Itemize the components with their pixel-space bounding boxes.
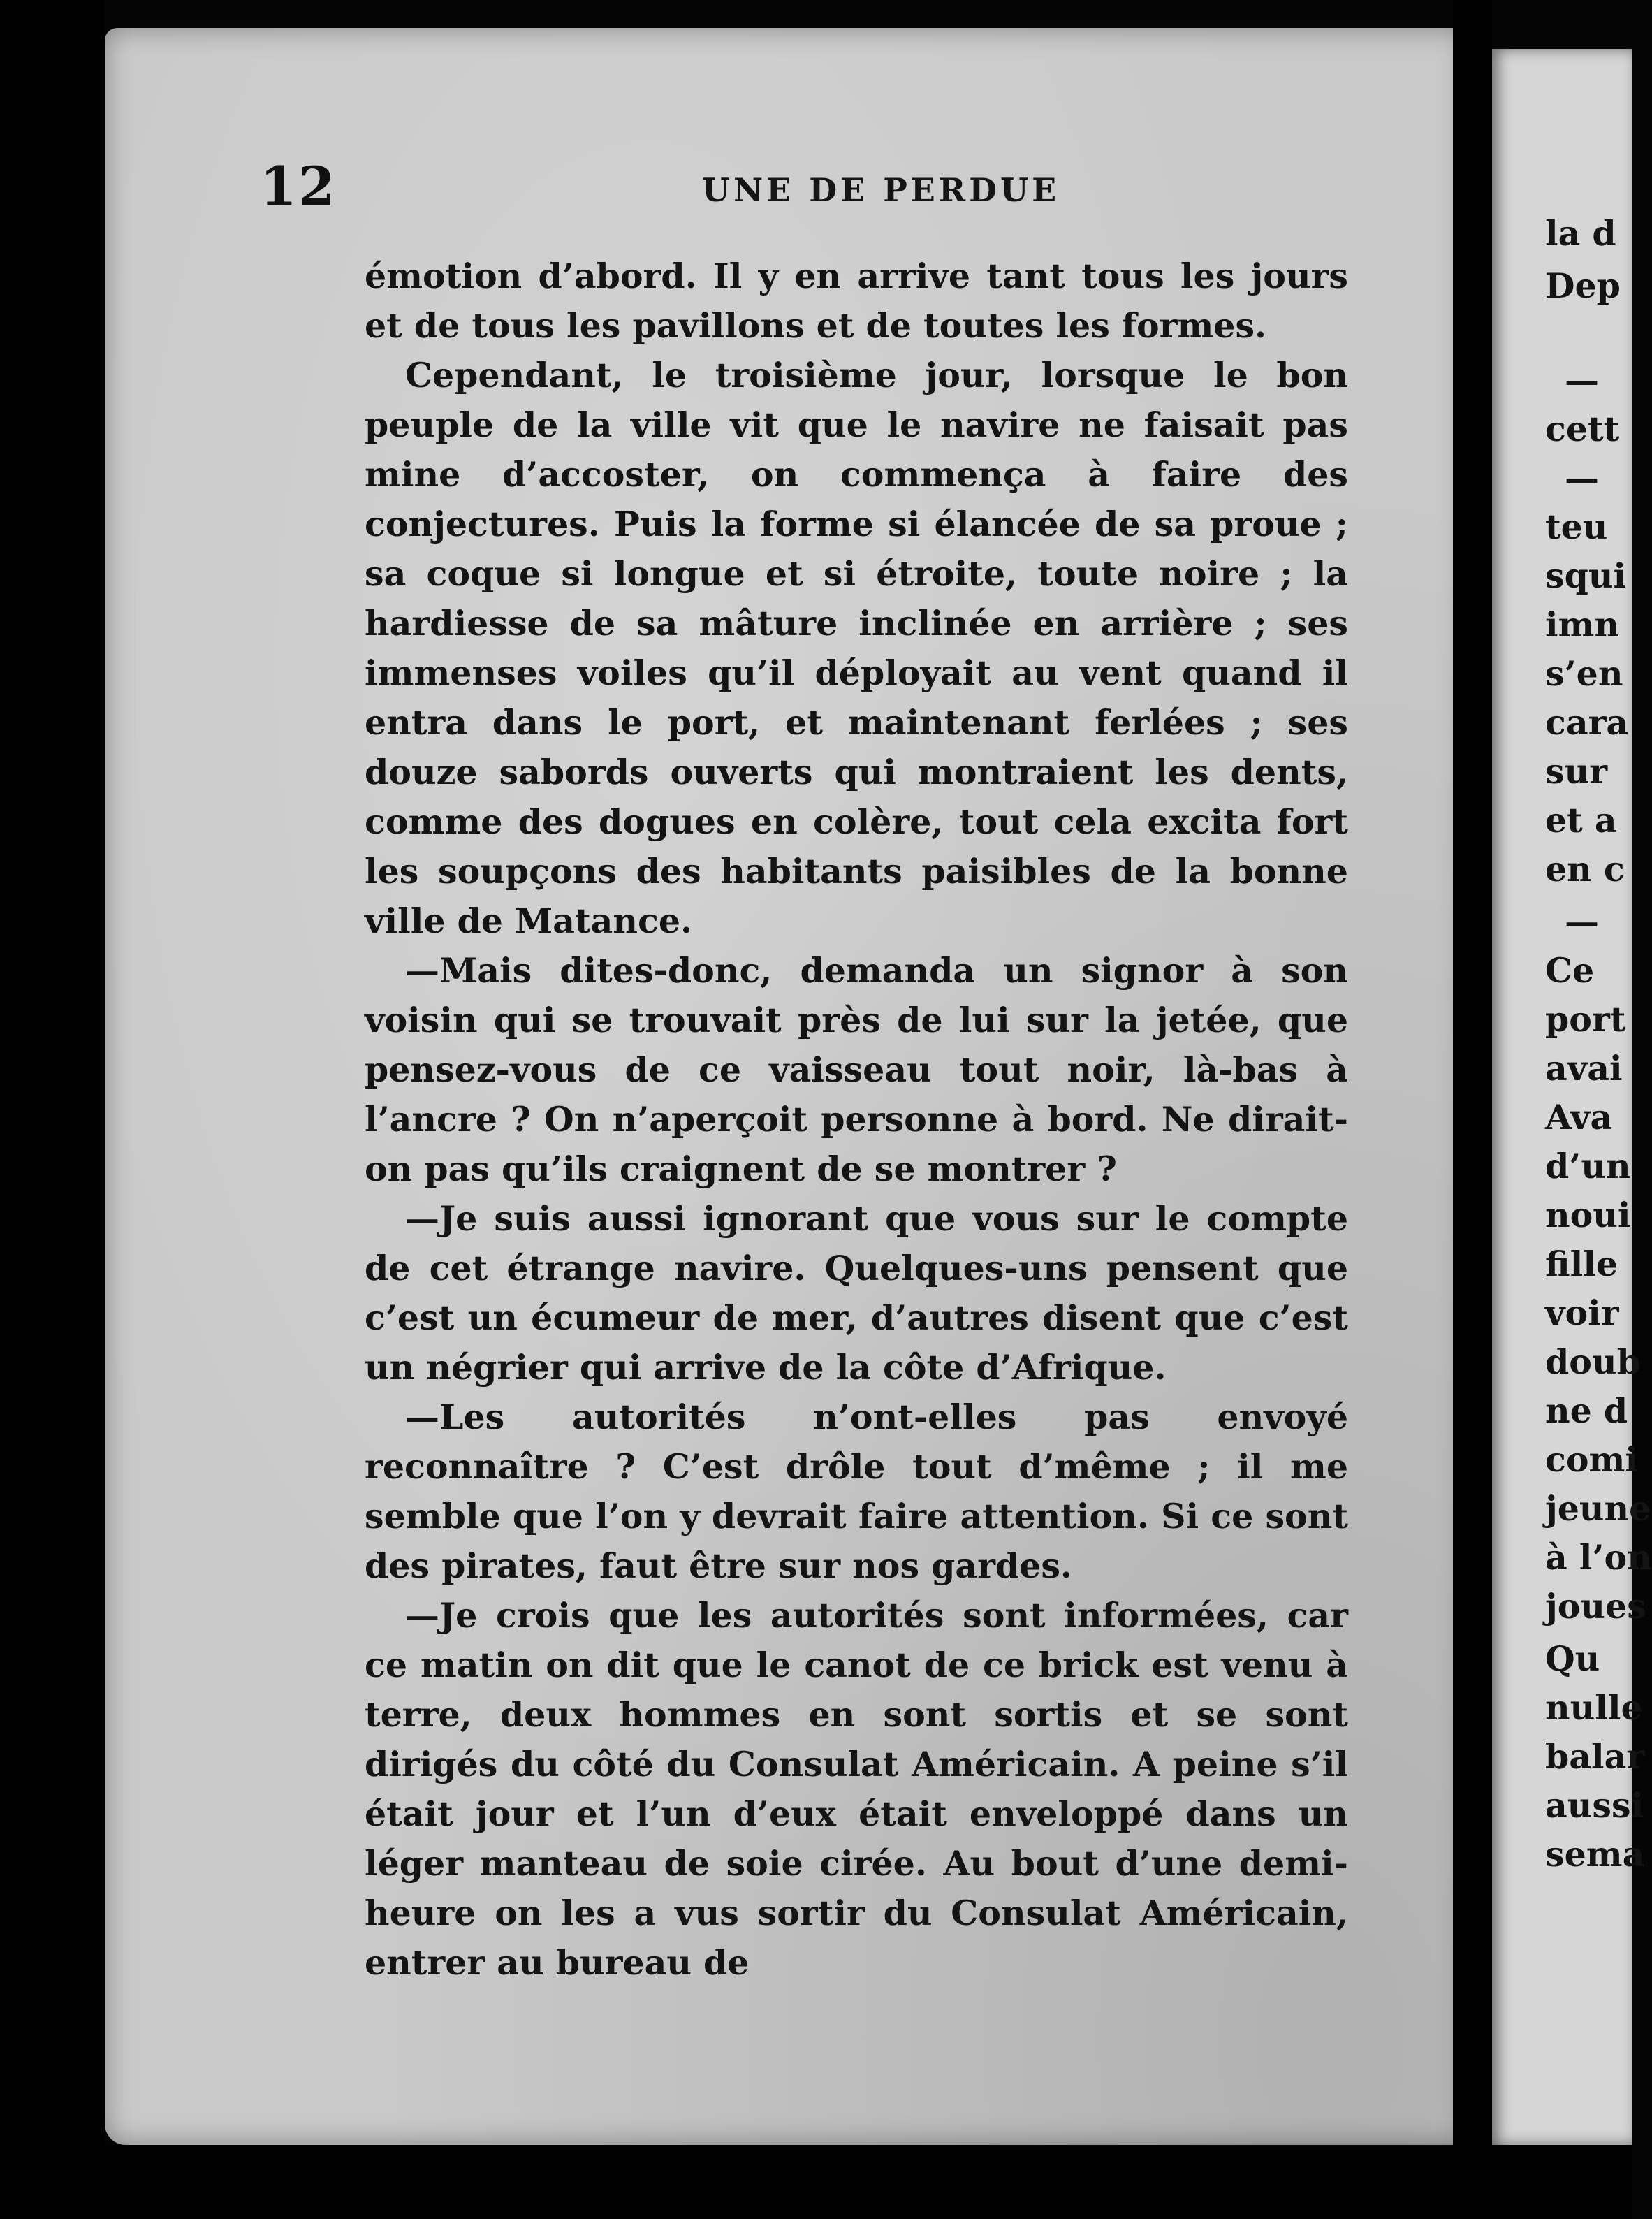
facing-line: squi: [1545, 555, 1627, 596]
facing-line: —: [1565, 360, 1599, 400]
paragraph-5: —Les autorités n’ont-elles pas envoyé reconnaître ? C’est drôle tout d’même ; il me semble que l’on y devrait faire attention. Si ce sont des pirates, faut être sur nos gardes.: [365, 1397, 1348, 1586]
paragraph-1: émotion d’abord. Il y en arrive tant tous les jours et de tous les pavillons et de toutes les formes.: [365, 256, 1348, 346]
facing-line: comi: [1545, 1439, 1638, 1480]
facing-line: avai: [1545, 1048, 1623, 1089]
facing-line: nulle: [1545, 1687, 1643, 1728]
paragraph-6: —Je crois que les autorités sont informées, car ce matin on dit que le canot de ce brick est venu à terre, deux hommes en sont sortis et se sont dirigés du côté du Consulat Américain. A peine s’il était jour et l’un d’eux était enveloppé dans un léger manteau de soie cirée. Au bout d’une demi-heure on les a vus sortir du Consulat Américain, entrer au bureau de: [365, 1595, 1348, 1983]
paragraph-3: —Mais dites-donc, demanda un signor à son voisin qui se trouvait près de lui sur la jetée, que pensez-vous de ce vaisseau tout noir, là-bas à l’ancre ? On n’aperçoit personne à bord. Ne dirait-on pas qu’ils craignent de se montrer ?: [365, 950, 1348, 1189]
facing-line: Ce: [1545, 950, 1595, 991]
facing-line: joues: [1545, 1586, 1646, 1627]
facing-line: Dep: [1545, 265, 1621, 306]
facing-line: ne d: [1545, 1390, 1628, 1431]
running-title: UNE DE PERDUE: [702, 171, 1060, 209]
page-number: 12: [260, 155, 337, 217]
facing-line: Ava: [1545, 1097, 1613, 1137]
paragraph-2: Cependant, le troisième jour, lorsque le bon peuple de la ville vit que le navire ne faisait pas mine d’accoster, on commença à faire des conjectures. Puis la forme si élancée de sa proue ; sa coque si longue et si étroite, toute noire ; la hardiesse de sa mâture inclinée en arrière ; ses immenses voiles qu’il déployait au vent quand il entra dans le port, et maintenant ferlées ; ses douze sabords ouverts qui montraient les dents, comme des dogues en colère, tout cela excita fort les soupçons des habitants paisibles de la bonne ville de Matance.: [365, 355, 1348, 941]
facing-line: à l’on: [1545, 1537, 1652, 1578]
facing-line: jeune: [1545, 1488, 1651, 1529]
facing-line: sema: [1545, 1834, 1645, 1875]
facing-line: s’en: [1545, 653, 1623, 694]
facing-line: en c: [1545, 849, 1625, 889]
body-text: [365, 252, 1348, 1988]
paragraph-4: —Je suis aussi ignorant que vous sur le compte de cet étrange navire. Quelques-uns pensent que c’est un écumeur de mer, d’autres disent que c’est un négrier qui arrive de la côte d’Afrique.: [365, 1198, 1348, 1388]
facing-page: [1492, 49, 1652, 2145]
facing-line: d’un: [1545, 1146, 1631, 1186]
facing-line: noui: [1545, 1195, 1631, 1235]
facing-line: voir: [1545, 1293, 1619, 1333]
facing-line: teu: [1545, 507, 1608, 547]
facing-line: sur: [1545, 751, 1608, 792]
facing-line: cett: [1545, 409, 1620, 449]
scan-left-border: [0, 0, 105, 2219]
facing-line: fille: [1545, 1244, 1618, 1284]
facing-line: cara: [1545, 702, 1629, 743]
facing-line: port: [1545, 999, 1626, 1040]
book-gutter: [1453, 0, 1492, 2219]
facing-line: la d: [1545, 213, 1616, 254]
facing-line: doub: [1545, 1341, 1641, 1382]
facing-line: et a: [1545, 800, 1617, 841]
facing-line: —: [1565, 458, 1599, 498]
facing-line: imn: [1545, 604, 1620, 645]
facing-line: balar: [1545, 1736, 1645, 1777]
facing-line: aussi: [1545, 1785, 1644, 1826]
scan-bottom-border: [0, 2145, 1632, 2219]
facing-line: Qu: [1545, 1638, 1600, 1679]
facing-line: —: [1565, 901, 1599, 942]
